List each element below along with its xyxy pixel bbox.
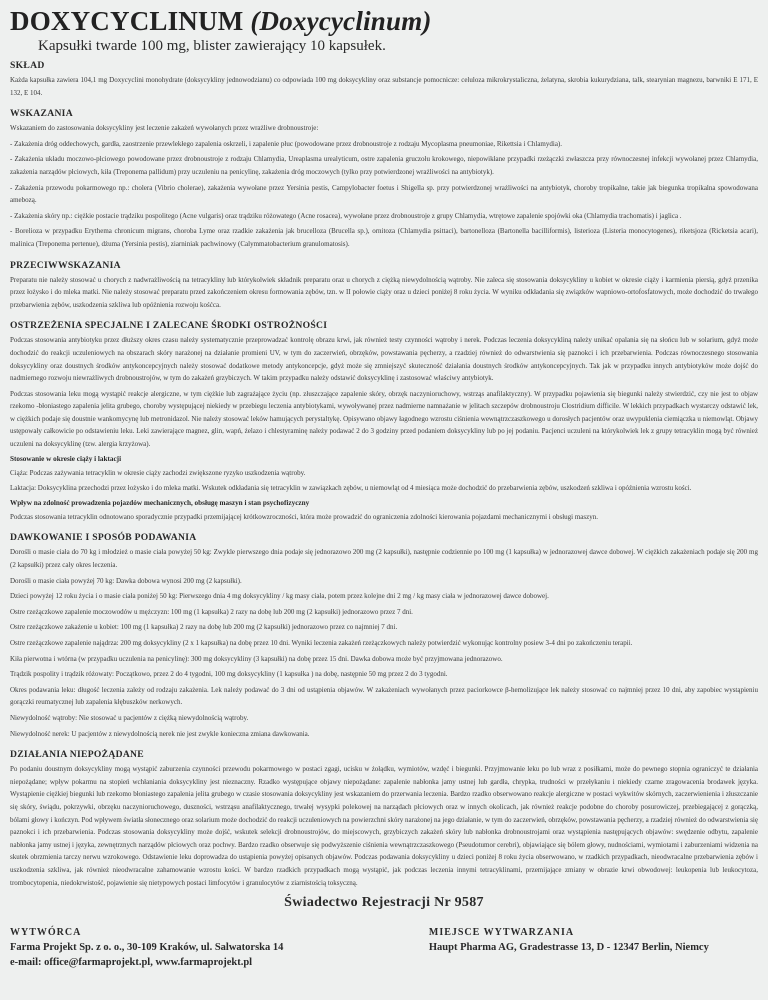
dosage-line: Niewydolność nerek: U pacjentów z niewydolnością nerek nie jest zwykle konieczna zmiana dawkowania. <box>10 729 310 738</box>
registration-certificate: Świadectwo Rejestracji Nr 9587 <box>284 895 484 911</box>
przeciwwskazania-text: Preparatu nie należy stosować u chorych z nadwrażliwością na tetracykliny lub którykolwiek składnik preparatu oraz u chorych z ciężką niewydolnością wątroby. Nie zaleca się stosowania doksycykliny u kobiet w okresie ciąży i karmienia piersią, gdyż przenika przez łożysko i do mleka matki. Nie należy stosować preparatu przed zakończeniem okresu formowania zębów, tzn. w II połowie ciąży oraz u dzieci poniżej 8 roku życia. W wyniku odkładania się związków wapniowo-ortofosfatowych, może dochodzić do trwałego przebarwienia zębów, uszkodzenia szkliwa lub opóźnienia rozwoju kośćca. <box>10 275 758 309</box>
manufacturer-contact: e-mail: office@farmaprojekt.pl, www.farmaprojekt.pl <box>10 957 253 969</box>
dosage-line: Kiła pierwotna i wtórna (w przypadku uczulenia na penicylinę): 300 mg doksycykliny (3 kapsułki) na dobę przez 15 dni. Dawka dobowa może być przyjmowana jednorazowo. <box>10 654 503 663</box>
drug-title <box>10 6 758 36</box>
section-heading-przeciwwskazania: PRZECIWWSKAZANIA <box>10 259 121 271</box>
production-site-block <box>429 925 758 970</box>
subheading-driving: Wpływ na zdolność prowadzenia pojazdów mechanicznych, obsługę maszyn i stan psychofizyczny <box>10 498 310 507</box>
wskazania-paragraph: Wskazaniem do zastosowania doksycykliny jest leczenie zakażeń wywołanych przez wrażliwe drobnoustroje: <box>10 124 319 133</box>
wskazania-paragraph: - Zakażenia dróg oddechowych, gardła, zaostrzenie przewlekłego zapalenia oskrzeli, i zapalenie płuc (powodowane przez drobnoustroje z rodzaju Mycoplasma pneumoniae, Rikettsia i Chlamydia). <box>10 139 563 148</box>
driving-text: Podczas stosowania tetracyklin odnotowano sporadycznie przypadki przemijającej krótkowzroczności, która może prowadzić do ograniczenia zdolności kierowania pojazdami mechanicznymi i obsługi maszyn. <box>10 512 598 521</box>
dosage-line: Dorośli o masie ciała do 70 kg i młodzież o masie ciała powyżej 50 kg: Zwykle pierwszego dnia podaje się jednorazowo 200 mg (2 kapsułki), następnie codziennie po 100 mg (1 kapsułka) w jednorazowej dawce dobowej. W ciężkich zakażeniach podaje się 200 mg (2 kapsułki) przez cały okres leczenia. <box>10 548 758 570</box>
subheading-pregnancy: Stosowanie w okresie ciąży i laktacji <box>10 454 122 463</box>
section-heading-dawkowanie: DAWKOWANIE I SPOSÓB PODAWANIA <box>10 532 197 544</box>
dzialania-text: Po podaniu doustnym doksycykliny mogą wystąpić zaburzenia czynności przewodu pokarmowego w postaci zgagi, ucisku w żołądku, wymiotów, wzdęć i biegunki. Przyjmowanie leku po lub wraz z posiłkami, może do pewnego stopnia ograniczyć te działania niepożądane; wpływ pokarmu na stopień wchłaniania doksycykliny jest nieznaczny. Rzadko występujące objawy niepożądane: zapalenie nabłonka jamy ustnej lub gardła, chrypka, trudności w przełykaniu i niekiedy czarne zragowacenia brodawek języka. Wystąpienie ciężkiej biegunki lub rzekomo błoniastego zapalenia jelita grubego w czasie stosowania doksycykliny jest wskazaniem do przerwania leczenia. Bardzo rzadko obserwowano reakcje alergiczne w postaci wykwitów skórnych, zaczerwienienia i złuszczanie się skóry, świądu, pokrzywki, obrzęku naczynioruchowego, duszności, wstrząsu anafilaktycznego, trwałej wysypki polekowej na narządach płciowych oraz w innych okolicach, jak również reakcje podobne do choroby posurowiczej, przebiegającej z gorączką, bólami głowy i kończyn. Pod wpływem światła słonecznego oraz solarium może dochodzić do reakcji uczuleniowych na powierzchni skóry narażonej na jego działanie, w tym do zaczerwień, obrzęków, powstawania pęcherzy, a rzadziej również do odwarstwienia się paznokci i ich przebarwienia. Podczas stosowania doksycykliny może dojść, wskutek selekcji drobnoustrojów, do miejscowych, grzybiczych zakażeń skóry lub nabłonka drobnoustrojami oraz wystąpienia następujących objawów: swędzenie odbytu, zapalenie nabłonka jamy ustnej i języka, zewnętrznych narządów płciowych oraz pochwy. Bardzo rzadko obserwuje się podwyższenie ciśnienia wewnątrzczaszkowego (Pseudotumor cerebri), objawiające się bólem głowy, nudnościami, wymiotami i zaburzeniami widzenia na skutek obrzmienia tarczy nerwu wzrokowego. Odstawienie leku doprowadza do ustąpienia powyżej opisanych objawów. Podczas podawania doksycykliny u dzieci poniżej 8 roku życia obserwowano, w rzadkich przypadkach, nieodwracalne przebarwienia zębów i uszkodzenia szkliwa, jak również nieodwracalne zahamowanie wzrostu kości. W bardzo rzadkich przypadkach mogą wystąpić, jak podczas leczenia innymi tetracyklinami, przemijające zmiany w obrazie krwi obwodowej: leukopenia lub leukocytoza, trombocytopenia, niedokrwistość, pojawienie się nietypowych postaci limfocytów i granulocytów z ziarnistością toksyczną. <box>10 765 758 887</box>
dosage-line: Ostre rzeżączkowe zakażenie u kobiet: 100 mg (1 kapsułka) 2 razy na dobę lub 200 mg (2 kapsułki) jednorazowo przez co najmniej 7 dni. <box>10 623 398 632</box>
section-heading-dzialania: DZIAŁANIA NIEPOŻĄDANE <box>10 749 144 761</box>
ostrzezenia-paragraph: Podczas stosowania leku mogą wystąpić reakcje alergiczne, w tym ciężkie lub zagrażające życiu (np. złuszczające zapalenie skóry, obrzęk naczynioruchowy, wstrząs anafilaktyczny). W przypadku pojawienia się biegunki należy stwierdzić, czy nie jest to objaw rzekomo -błoniastego zapalenia jelita grubego, choroby występującej niekiedy w przebiegu leczenia antybiotykami, wywoływanej przez nadmierne namnażanie w jelitach szczepów drobnoustroju Clostridium difficile. W lekkich przypadkach wystarczy odstawić lek, w ciężkich podaje się doustnie wankomycynę lub metronidazol. Nie należy stosować leków hamujących perystaltykę. Opisywano objawy łagodnego wzrostu ciśnienia wewnątrzczaszkowego u dorosłych pacjentów oraz uwypuklenia ciemiączka u niemowląt. Objawy ustępowały całkowicie po odstawieniu leku. Leki zawierające magnez, glin, wapń, żelazo i chlestyraminę należy podawać 2 do 3 godziny przed podaniem doksycykliny lub po jej podaniu. Pacjenci uczuleni na którykolwiek lek z grupy tetracyklin mogą być również uczuleni na doksycyklinę (tzw. alergia krzyżowa). <box>10 389 758 449</box>
production-site-address: Haupt Pharma AG, Gradestrasse 13, D - 12347 Berlin, Niemcy <box>428 942 709 954</box>
manufacturer-label: WYTWÓRCA <box>10 927 82 939</box>
dosage-line: Ostre rzeżączkowe zapalenie moczowodów u mężczyzn: 100 mg (1 kapsułka) 2 razy na dobę lub 200 mg (2 kapsułki) jednorazowo przez 7 dni. <box>10 607 413 616</box>
dosage-line: Dzieci powyżej 12 roku życia i o masie ciała poniżej 50 kg: Pierwszego dnia 4 mg doksycykliny / kg masy ciała, potem przez kolejne dni 2 mg / kg masy ciała w jednorazowej dawce dobowej. <box>10 592 549 601</box>
wskazania-paragraph: - Zakażenia skóry np.: ciężkie postacie trądziku pospolitego (Acne vulgaris) oraz trądziku różowatego (Acne rosacea), wywołane przez drobnoustroje z grupy Chlamydia, wtrętowe zapalenie spojówki oka (Chlamydia trachomatis) i jaglica . <box>10 211 682 220</box>
lactation-line: Laktacja: Doksycyklina przechodzi przez łożysko i do mleka matki. Wskutek odkładania się tetracyklin w zawiązkach zębów, u niemowląt od 4 miesiąca może dochodzić do przebarwienia zębów, uszkodzeń szkliwa i opóźnienia wzrostu kości. <box>10 484 692 493</box>
manufacturer-address: Farma Projekt Sp. z o. o., 30-109 Kraków, ul. Salwatorska 14 <box>10 942 284 954</box>
wskazania-paragraph: - Borelioza w przypadku Erythema chronicum migrans, choroba Lyme oraz rzadkie zakażenia jak brucelloza (Brucella sp.), ornitoza (Chlamydia psittaci), bartonelloza (Bartonella bacilliformis), listerioza (Listeria monocytogenes), riketsjoza (Ricketsia acari), malinica (Treponema pertenue), dżuma (Yersinia pestis), ziarniniak pachwinowy (Calymmatobacterium granulomatosis). <box>10 227 758 248</box>
drug-name: DOXYCYCLINUM <box>10 6 251 36</box>
drug-latin-name: (Doxycyclinum) <box>250 6 432 36</box>
dosage-line: Niewydolność wątroby: Nie stosować u pacjentów z ciężką niewydolnością wątroby. <box>10 713 249 722</box>
drug-subtitle: Kapsułki twarde 100 mg, blister zawierający 10 kapsułek. <box>38 38 386 54</box>
sklad-text: Każda kapsułka zawiera 104,1 mg Doxycyclini monohydrate (doksycykliny jednowodzianu) co odpowiada 100 mg doksycykliny oraz substancje pomocnicze: celuloza mikrokrystaliczna, żelatyna, skrobia kukurydziana, talk, stearynian magnezu, barwniki E 171, E 132, E 104. <box>10 76 758 97</box>
dosage-line: Okres podawania leku: długość leczenia zależy od rodzaju zakażenia. Lek należy podawać do 3 dni od ustąpienia objawów. W zakażeniach wywołanych przez paciorkowce β-hemolizujące lek należy stosować co najmniej przez 10 dni, aby zapobiec wystąpieniu gorączki reumatycznej lub zapalenia kłębuszków nerkowych. <box>10 685 758 707</box>
production-site-label: MIEJSCE WYTWARZANIA <box>428 927 575 939</box>
section-heading-ostrzezenia: OSTRZEŻENIA SPECJALNE I ZALECANE ŚRODKI OSTROŻNOŚCI <box>10 320 328 332</box>
footer <box>10 925 758 970</box>
section-heading-sklad: SKŁAD <box>10 60 45 71</box>
manufacturer-block <box>10 925 429 970</box>
dosage-line: Ostre rzeżączkowe zapalenie najądrza: 200 mg doksycykliny (2 x 1 kapsułka) na dobę przez 10 dni. Wyniki leczenia zakażeń rzeżączkowych należy potwierdzić wykonując kontrolny posiew 3-4 dni po zakończeniu terapii. <box>10 639 633 647</box>
ostrzezenia-paragraph: Podczas stosowania antybiotyku przez dłuższy okres czasu należy systematycznie przeprowadzać kontrolę obrazu krwi, jak również testy czynności wątroby i nerek. Podczas leczenia doksycykliną należy unikać opalania się na słońcu lub w solarium, gdyż może dochodzić do reakcji uczuleniowych na obszarach skóry narażonej na działanie promieni UV, w tym do zaczerwień, obrzęków, powstawania pęcherzy, a rzadziej również do odwarstwienia się paznokci i ich przebarwienia. Podczas równoczesnego stosowania doksycykliny oraz doustnych środków antykoncepcyjnych należy stosować dodatkowe metody antykoncepcje, gdyż może się zmniejszyć skuteczność działania doustnych środków antykoncepcyjnych. Tak jak w przypadku innych antybiotyków może dojść do nadmiernego rozwoju niewrażliwych drobnoustrojów, w tym do zakażeń grzybiczych. W takim przypadku należy odstawić doksycyklinę i zastosować właściwy antybiotyk. <box>10 336 758 383</box>
section-heading-wskazania: WSKAZANIA <box>10 108 73 120</box>
wskazania-paragraph: - Zakażenia układu moczowo-płciowego powodowane przez drobnoustroje z rodzaju Chlamydia, Ureaplasma urealyticum, ostre zapalenia gruczołu krokowego, niepowikłane przypadki rzeżączki zwłaszcza przy równoczesnej infekcji wywołanej przez Chlamydia, zakażenia narządów płciowych, kiła (Treponema pallidum) przy uczuleniu na penicylinę, zakażenia dróg moczowych (tylko przy potwierdzonej wrażliwości na antybiotyk). <box>10 155 758 176</box>
wskazania-paragraph: - Zakażenia przewodu pokarmowego np.: cholera (Vibrio cholerae), zakażenia wywołane przez Yersinia pestis, Campylobacter foetus i Shigella sp. przy potwierdzonej wrażliwości na antybiotyk, choroby tropikalne, takie jak biegunka tropikalna spowodowana amebozą. <box>10 183 758 205</box>
dosage-line: Trądzik pospolity i trądzik różowaty: Początkowo, przez 2 do 4 tygodni, 100 mg doksycykliny (1 kapsułka ) na dobę, następnie 50 mg przez 2 do 3 tygodni. <box>10 670 448 679</box>
dosage-line: Dorośli o masie ciała powyżej 70 kg: Dawka dobowa wynosi 200 mg (2 kapsułki). <box>10 576 242 585</box>
pregnancy-line: Ciąża: Podczas zażywania tetracyklin w okresie ciąży zachodzi zwiększone ryzyko uszkodzenia wątroby. <box>10 468 306 477</box>
